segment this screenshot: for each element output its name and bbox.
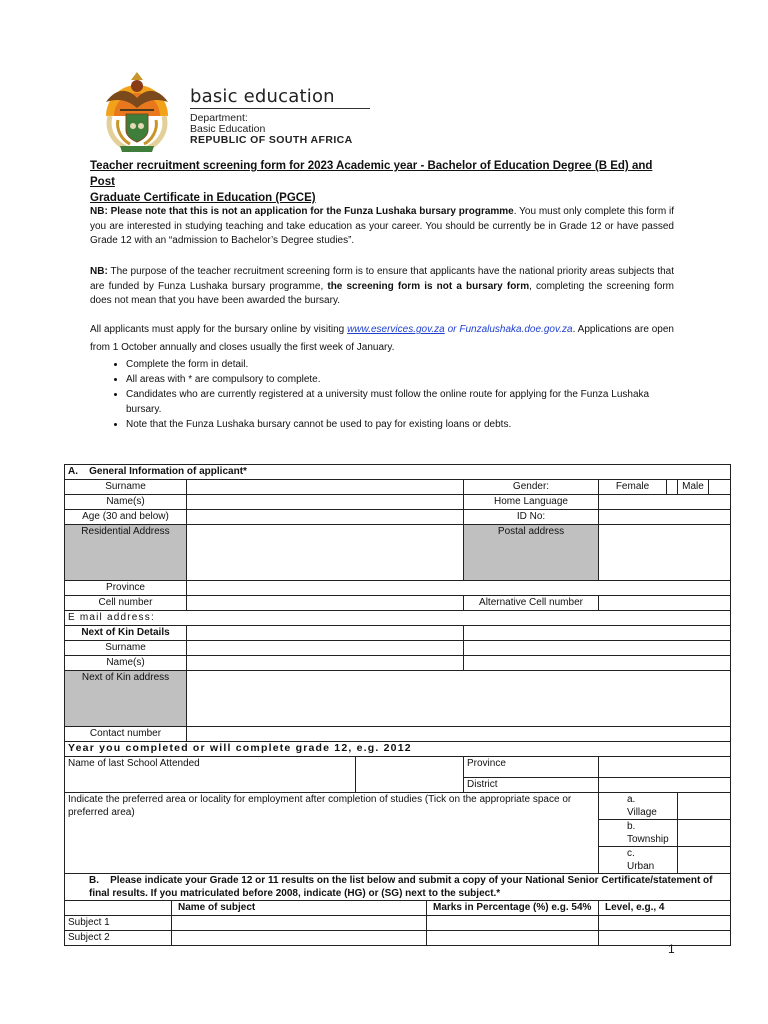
list-item: • Complete the form in detail.	[126, 357, 686, 372]
subject-1-marks-input[interactable]	[427, 916, 599, 931]
kin-surname-input[interactable]	[187, 641, 464, 656]
screening-form-table	[64, 464, 731, 946]
brand-title: basic education	[190, 86, 335, 107]
nb1-bold: NB: Please note that this is not an application for the Funza Lushaka bursary programme	[90, 206, 514, 217]
id-no-input[interactable]	[599, 510, 731, 525]
south-africa-coat-of-arms-icon	[96, 70, 178, 154]
contact-number-input[interactable]	[187, 727, 731, 742]
last-school-input[interactable]	[356, 757, 464, 793]
surname-input[interactable]	[187, 480, 464, 495]
eservices-link[interactable]: www.eservices.gov.za	[347, 324, 445, 335]
column-header-marks: Marks in Percentage (%) e.g. 54%	[427, 901, 599, 916]
alt-cell-input[interactable]	[599, 596, 731, 611]
last-school-label: Name of last School Attended	[65, 757, 356, 793]
female-checkbox[interactable]	[667, 480, 678, 495]
funzalushaka-link[interactable]: or Funzalushaka.doe.gov.za	[444, 324, 573, 335]
kin-surname-label: Surname	[65, 641, 187, 656]
instructions-list	[108, 357, 686, 432]
male-checkbox[interactable]	[709, 480, 731, 495]
residential-address-label: Residential Address	[65, 525, 187, 581]
locality-urban-checkbox[interactable]	[678, 847, 731, 874]
postal-address-input[interactable]	[599, 525, 731, 581]
locality-urban-label: c. Urban	[599, 847, 678, 874]
list-item: • Candidates who are currently registered at a university must follow the online route for applying for the Funza Lushaka bursary.	[126, 387, 686, 417]
locality-township-label: b. Township	[599, 820, 678, 847]
apply-part2: . Applications are open from 1 October annually and closes usually the first week of January.	[90, 324, 674, 353]
nb2-bold: the screening form is not a bursary form	[327, 280, 530, 292]
list-item: • All areas with * are compulsory to complete.	[126, 372, 686, 387]
contact-number-label: Contact number	[65, 727, 187, 742]
column-header-subject: Name of subject	[172, 901, 427, 916]
next-of-kin-cell-right[interactable]	[464, 626, 731, 641]
email-field[interactable]: E mail address:	[65, 611, 731, 626]
subject-2-label: Subject 2	[65, 931, 172, 946]
gender-label: Gender:	[464, 480, 599, 495]
nb2-label: NB:	[90, 266, 108, 277]
alt-cell-label: Alternative Cell number	[464, 596, 599, 611]
nb2-part2: , completing the screening form does not mean that you have been awarded the bursary.	[90, 280, 675, 306]
brand-divider	[190, 108, 370, 109]
nb-paragraph-2	[90, 265, 674, 309]
age-label: Age (30 and below)	[65, 510, 187, 525]
next-of-kin-heading: Next of Kin Details	[65, 626, 187, 641]
school-district-input[interactable]	[599, 778, 731, 793]
locality-village-checkbox[interactable]	[678, 793, 731, 820]
page-number: 1	[668, 942, 675, 956]
brand-department: Department:	[190, 112, 248, 124]
school-province-label: Province	[464, 757, 599, 778]
kin-address-label: Next of Kin address	[65, 671, 187, 727]
residential-address-input[interactable]	[187, 525, 464, 581]
title-line-1: Teacher recruitment screening form for 2023 Academic year - Bachelor of Education Degree (B Ed) and Post	[90, 160, 653, 188]
brand-country: REPUBLIC OF SOUTH AFRICA	[190, 134, 353, 146]
kin-surname-input-right[interactable]	[464, 641, 731, 656]
names-input[interactable]	[187, 495, 464, 510]
subject-2-marks-input[interactable]	[427, 931, 599, 946]
id-no-label: ID No:	[464, 510, 599, 525]
subject-1-label: Subject 1	[65, 916, 172, 931]
cell-number-label: Cell number	[65, 596, 187, 611]
nb-paragraph-1	[90, 205, 674, 249]
subject-2-level-input[interactable]	[599, 931, 731, 946]
cell-number-input[interactable]	[187, 596, 464, 611]
document-title	[90, 158, 674, 206]
locality-prompt: Indicate the preferred area or locality for employment after completion of studies (Tick on the appropriate space or preferred area)	[65, 793, 599, 874]
postal-address-label: Postal address	[464, 525, 599, 581]
kin-names-input[interactable]	[187, 656, 464, 671]
coat-of-arms-logo	[96, 70, 178, 154]
home-language-input[interactable]	[599, 495, 731, 510]
subject-1-name-input[interactable]	[172, 916, 427, 931]
apply-part1: All applicants must apply for the bursary online by visiting	[90, 324, 348, 335]
column-header-level: Level, e.g., 4	[599, 901, 731, 916]
section-b-heading: B. Please indicate your Grade 12 or 11 results on the list below and submit a copy of your National Senior Certificate/statement of final results. If you matriculated before 2008, indicate (HG) or (SG) next to the subject.*	[65, 874, 731, 901]
subject-2-name-input[interactable]	[172, 931, 427, 946]
locality-township-checkbox[interactable]	[678, 820, 731, 847]
year-completed-field[interactable]: Year you completed or will complete grade 12, e.g. 2012	[65, 742, 731, 757]
kin-address-input[interactable]	[187, 671, 731, 727]
next-of-kin-cell[interactable]	[187, 626, 464, 641]
nb1-rest: . You must only complete this form if you are interested in studying teaching and take education as your career. You should be currently be in Grade 12 or have passed Grade 12 with an “admission to Bachelor’s Degree studies”.	[90, 206, 674, 246]
kin-names-input-right[interactable]	[464, 656, 731, 671]
home-language-label: Home Language	[464, 495, 599, 510]
list-item: • Note that the Funza Lushaka bursary cannot be used to pay for existing loans or debts.	[126, 417, 686, 432]
female-label: Female	[599, 480, 667, 495]
locality-village-label: a. Village	[599, 793, 678, 820]
title-line-2: Graduate Certificate in Education (PGCE)	[90, 192, 316, 204]
province-input[interactable]	[187, 581, 731, 596]
brand-basic-education: Basic Education	[190, 123, 266, 135]
male-label: Male	[678, 480, 709, 495]
nb2-part1: The purpose of the teacher recruitment screening form is to ensure that applicants have the national priority areas subjects that are funded by Funza Lushaka bursary programme,	[90, 266, 674, 292]
school-district-label: District	[464, 778, 599, 793]
subject-column-spacer	[65, 901, 172, 916]
section-a-heading: A. General Information of applicant*	[65, 465, 731, 480]
subject-1-level-input[interactable]	[599, 916, 731, 931]
names-label: Name(s)	[65, 495, 187, 510]
surname-label: Surname	[65, 480, 187, 495]
school-province-input[interactable]	[599, 757, 731, 778]
age-input[interactable]	[187, 510, 464, 525]
province-label: Province	[65, 581, 187, 596]
apply-paragraph	[90, 321, 674, 357]
kin-names-label: Name(s)	[65, 656, 187, 671]
